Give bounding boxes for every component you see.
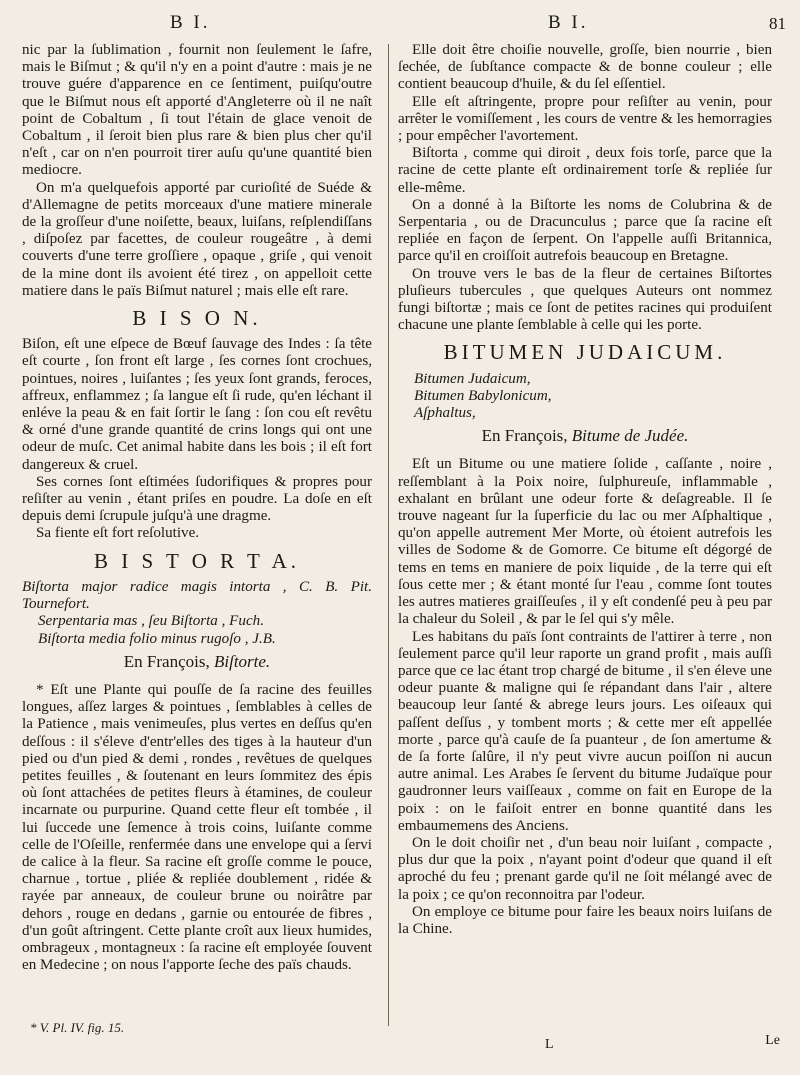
bitumen-paragraph: Les habitans du païs ſont contraints de l'attirer à terre , non ſeulement parce qu'il leur raporte un grand profit , mais auſſi parce que ce lac étant trop chargé de bitume , il s'en éleve une odeur puante & maligne qui ſe répandant dans l'air , altere beaucoup leur ſanté & abrege leurs jours. Les oiſeaux qui paſſent deſſus , y tombent morts ; & cette mer eſt appellée morte , parce qu'à cauſe de ſa puanteur , de ſon amertume & de ſa forte ſalûre, il n'y peut vivre aucun poiſſon ni aucun autre animal. Les Arabes ſe ſervent du bitume Judaïque pour gaudronner leurs vaiſſeaux , comme on fait en Europe de la poix : on le faiſoit entrer en bonne quantité dans les embaumemens des Anciens. [398, 628, 772, 834]
bismut-paragraph: nic par la ſublimation , fournit non ſeulement le ſafre, mais le Biſmut ; & qu'il n'y en a point d'autre : mais je ne trouve guére d'apparence en ce ſentiment, puiſqu'outre que le Biſmut nous eſt apporté d'Angleterre où il ne naît point de Cobaltum , ſi tout l'étain de glace venoit de Cobaltum , il ſeroit bien plus rare & bien plus cher qu'il n'eſt , car on n'en pourroit tirer auſu qu'une quantité bien mediocre. [22, 42, 372, 179]
page-number: 81 [769, 14, 786, 33]
running-head-right: B I. [548, 12, 589, 33]
bitumen-paragraph: On le doit choiſir net , d'un beau noir luiſant , compacte , plus dur que la poix , n'ayant point d'odeur que quand il eſt aproché du feu ; prenant garde qu'il ne ſoit mélangé avec de la poix ; ce qu'on reconnoitra par l'odeur. [398, 834, 772, 903]
bistorta-paragraph: Elle doit être choiſie nouvelle, groſſe, bien nourrie , bien ſechée, de ſubſtance compacte & de bonne couleur ; elle contient beaucoup d'huile, & du ſel eſſentiel. [398, 42, 772, 93]
running-head-left: B I. [170, 12, 211, 33]
bitumen-paragraph: On employe ce bitume pour faire les beaux noirs luiſans de la Chine. [398, 903, 772, 937]
synonym-line: Bitumen Judaicum, [414, 370, 531, 387]
column-divider [388, 44, 389, 1026]
synonym-line: Bitumen Babylonicum, [414, 387, 552, 404]
bistorta-paragraph: On a donné à la Biſtorte les noms de Colubrina & de Serpentaria , ou de Dracunculus ; parce que ſa racine eſt repliée en façon de ſerpent. On l'appelle auſſi Britannica, parce qu'il en croiſſoit autrefois beaucoup en Bretagne. [398, 196, 772, 265]
signature-mark: L [545, 1037, 554, 1052]
bistorta-paragraph: On trouve vers le bas de la fleur de certaines Biſtortes pluſieurs tubercules , que quelques Auteurs ont nommez fungi biſtortæ ; mais ce ſont de petites racines qui produiſent chacune une plante ſemblable à celle qui les porte. [398, 265, 772, 334]
synonym-line: Biſtorta media folio minus rugoſo , J.B. [38, 630, 276, 647]
section-heading-bistorta: B I S T O R T A. [94, 548, 300, 573]
french-name-label: En François, [123, 651, 210, 671]
section-heading-bitumen: BITUMEN JUDAICUM. [443, 340, 727, 365]
synonym-line: Serpentaria mas , ſeu Biſtorta , Fuch. [38, 613, 264, 630]
bison-paragraph: Ses cornes ſont eſtimées ſudorifiques & propres pour reſiſter au venin , étant priſes en poudre. La doſe en eſt depuis demi ſcrupule juſqu'à une dragme. [22, 473, 372, 525]
synonym-line: Biſtorta major radice magis intorta , C. B. Pit. Tournefort. [22, 578, 372, 613]
bison-paragraph: Biſon, eſt une eſpece de Bœuf ſauvage des Indes : ſa tête eſt courte , ſon front eſt large , ſes cornes ſont crochues, pointues, noires , luiſantes ; ſes yeux ſont grands, feroces, affreux, enflammez ; ſa langue eſt ſi rude, qu'en léchant il enléve la peau & en fait ſortir le ſang : ſon cou eſt revêtu & orné d'une grande quantité de crins longs qui ont une odeur de muſc. Cet animal habite dans les bois ; il eſt fort dangereux & cruel. [22, 336, 372, 473]
french-name-label: En François, [481, 426, 568, 446]
section-heading-bison: B I S O N. [132, 306, 262, 331]
bistorta-paragraph: Biſtorta , comme qui diroit , deux fois torſe, parce que la racine de cette plante eſt ordinairement torſe & repliée ſur elle-même. [398, 145, 772, 196]
french-name-line [398, 427, 772, 444]
french-name-term: Biſtorte. [213, 651, 271, 671]
right-column [398, 42, 772, 938]
bismut-paragraph: On m'a quelquefois apporté par curioſité de Suéde & d'Allemagne de petits morceaux d'une matiere minerale de la groſſeur d'une noiſette, beaux, luiſans, reſplendiſſans , diſpoſez par facettes, de couleur rougeâtre , à demi couverts d'une terre groſſiere , opaque , griſe , qui venoit de la mine dont ils avoient été tirez , on appelloit cette matiere dans le païs Biſmut naturel ; mais elle eſt rare. [22, 179, 372, 299]
bitumen-paragraph: Eſt un Bitume ou une matiere ſolide , caſſante , noire , reſſemblant à la Poix noire, ſulphureuſe, inflammable , exhalant en brûlant une odeur forte & deſagreable. Il ſe trouve nageant ſur la ſuperficie du lac ou mer Aſphaltique , qu'on appelle autrement Mer Morte, où étoient autrefois les villes de Sodome & de Gomorre. Ce bitume eſt dégorgé de tems en tems en maniere de poix liquide , de la terre qui eſt ſous cette mer ; & étant monté ſur l'eau , comme ſont toutes les autres matieres graiſſeuſes , il y eſt condenſé peu à peu par la chaleur du Soleil , & par le ſel qui s'y mêle. [398, 456, 772, 628]
synonym-line: Aſphaltus, [414, 405, 476, 422]
bistorta-paragraph: Elle eſt aſtringente, propre pour reſiſter au venin, pour arrêter le vomiſſement , les cours de ventre & les hemorragies ; pour empêcher l'avortement. [398, 93, 772, 145]
footnote: * V. Pl. IV. fig. 15. [30, 1020, 125, 1035]
french-name-term: Bitume de Judée. [571, 426, 689, 446]
catchword: Le [765, 1033, 780, 1048]
french-name-line [22, 653, 372, 670]
bison-paragraph: Sa fiente eſt fort reſolutive. [36, 525, 200, 542]
left-column [22, 42, 372, 974]
bistorta-paragraph: * Eſt une Plante qui pouſſe de ſa racine des feuilles longues, aſſez larges & pointues , ſemblables à celles de la Patience , mais venimeuſes, plus vertes en deſſus qu'en deſſous : il s'éleve d'entr'elles des tiges à la hauteur d'un pied ou d'un pied & demi , rondes , revêtues de quelques petites feuilles , & ſoutenant en leurs ſommitez des épis où ſont attachées de petites fleurs à étamines, de couleur incarnate ou purpurine. Quand cette fleur eſt tombée , il lui ſuccede une ſemence à trois coins, luiſante comme celle de l'Oſeille, renfermée dans une envelope qui a ſervi de calice à la fleur. Sa racine eſt groſſe comme le pouce, charnue , tortue , pliée & repliée doublement , ridée & rayée par anneaux, de couleur brune ou noirâtre par dehors , rouge en dedans , garnie ou entourée de fibres , d'un goût aſtringent. Cette plante croît aux lieux humides, ombrageux , montagneux : ſa racine eſt employée ſouvent en Medecine ; on nous l'apporte ſeche des païs chauds. [22, 681, 372, 974]
